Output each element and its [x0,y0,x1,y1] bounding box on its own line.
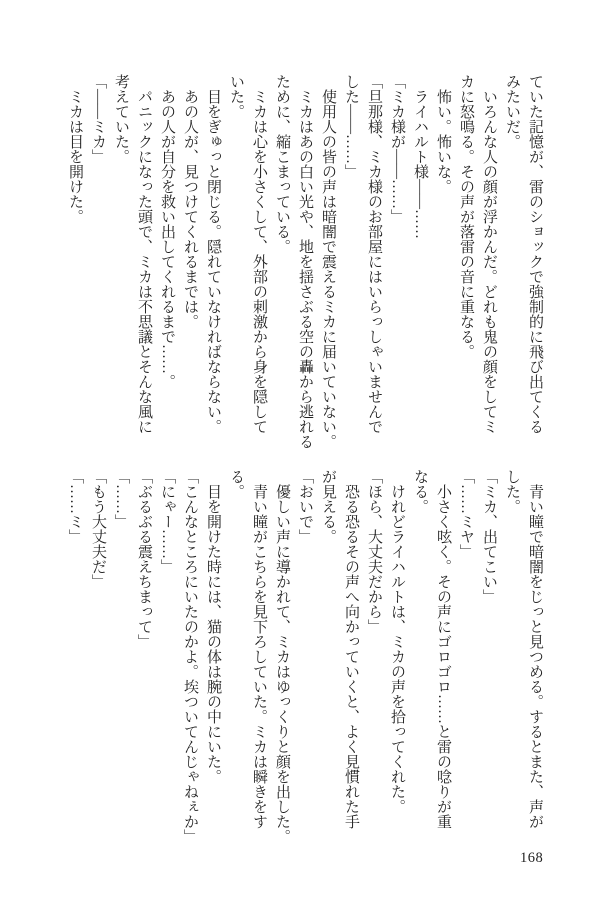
bottom-text-block [60,469,546,851]
text-line: パニックになった頭で、ミカは不思議とそんな風に [136,74,152,434]
text-line: 「ミカ、出てこい」 [481,469,497,604]
text-line: カに怒鳴る。その声が落雷の音に重なる。 [458,74,474,359]
text-line: ていた記憶が、雷のショックで強制的に飛び出てくる [527,74,543,434]
page-number: 168 [520,850,544,866]
text-line: ために、縮こまっている。 [274,74,290,254]
text-line: 「旦那様、ミカ様のお部屋にはいらっしゃいませんで [366,74,382,434]
text-line: 「こんなところにいたのかよ。埃ついてんじゃねぇか」 [182,469,198,844]
text-line: 「……ミヤ」 [458,469,474,559]
text-line: 「……ミ」 [67,469,83,544]
text-line: なる。 [412,469,428,514]
text-line: 使用人の皆の声は暗闇で震えるミカに届いていない。 [320,74,336,449]
text-line: 青い瞳がこちらを見下ろしていた。ミカは瞬きをす [251,469,267,829]
text-line: 「おいで」 [297,469,313,544]
text-line: 「ぶるぶる震えちまって」 [136,469,152,649]
text-line: る。 [228,469,244,499]
text-line: 怖い。怖いな。 [435,74,451,194]
text-line: 「にゃー……」 [159,469,175,574]
text-line: 「ほら、大丈夫だから」 [366,469,382,634]
text-line: ミカは目を開けた。 [67,74,83,224]
text-line: いた。 [228,74,244,119]
text-line: 恐る恐るその声へ向かっていくと、よく見慣れた手 [343,469,359,829]
text-line: ミカは心を小さくして、外部の刺激から身を隠して [251,74,267,434]
text-line: 目をぎゅっと閉じる。隠れていなければならない。 [205,74,221,434]
text-line: 青い瞳で暗闇をじっと見つめる。するとまた、声が [527,469,543,829]
text-line: いろんな人の顔が浮かんだ。どれも鬼の顔をしてミ [481,74,497,434]
text-line: 「もう大丈夫だ」 [90,469,106,589]
text-line: 「――ミカ」 [90,74,106,164]
text-line: 優しい声に導かれて、ミカはゆっくりと顔を出した。 [274,469,290,844]
top-text-block [60,74,546,456]
text-line: ライハルト様――…… [412,74,428,239]
text-line: あの人が、見つけてくれるまでは。 [182,74,198,329]
text-line: けれどライハルトは、ミカの声を拾ってくれた。 [389,469,405,814]
text-line: した。 [504,469,520,514]
text-line: あの人が自分を救い出してくれるまで……。 [159,74,175,389]
text-line: 「……」 [113,469,129,529]
text-line: した――……」 [343,74,359,179]
text-line: が見える。 [320,469,336,544]
text-line: 小さく呟く。その声にゴロゴロ……と雷の唸りが重 [435,469,451,829]
text-line: 目を開けた時には、猫の体は腕の中にいた。 [205,469,221,784]
text-line: みたいだ。 [504,74,520,149]
text-line: 考えていた。 [113,74,129,164]
text-line: ミカはあの白い光や、地を揺さぶる空の轟から逃れる [297,74,313,449]
text-line: 「ミカ様が――……」 [389,74,405,224]
